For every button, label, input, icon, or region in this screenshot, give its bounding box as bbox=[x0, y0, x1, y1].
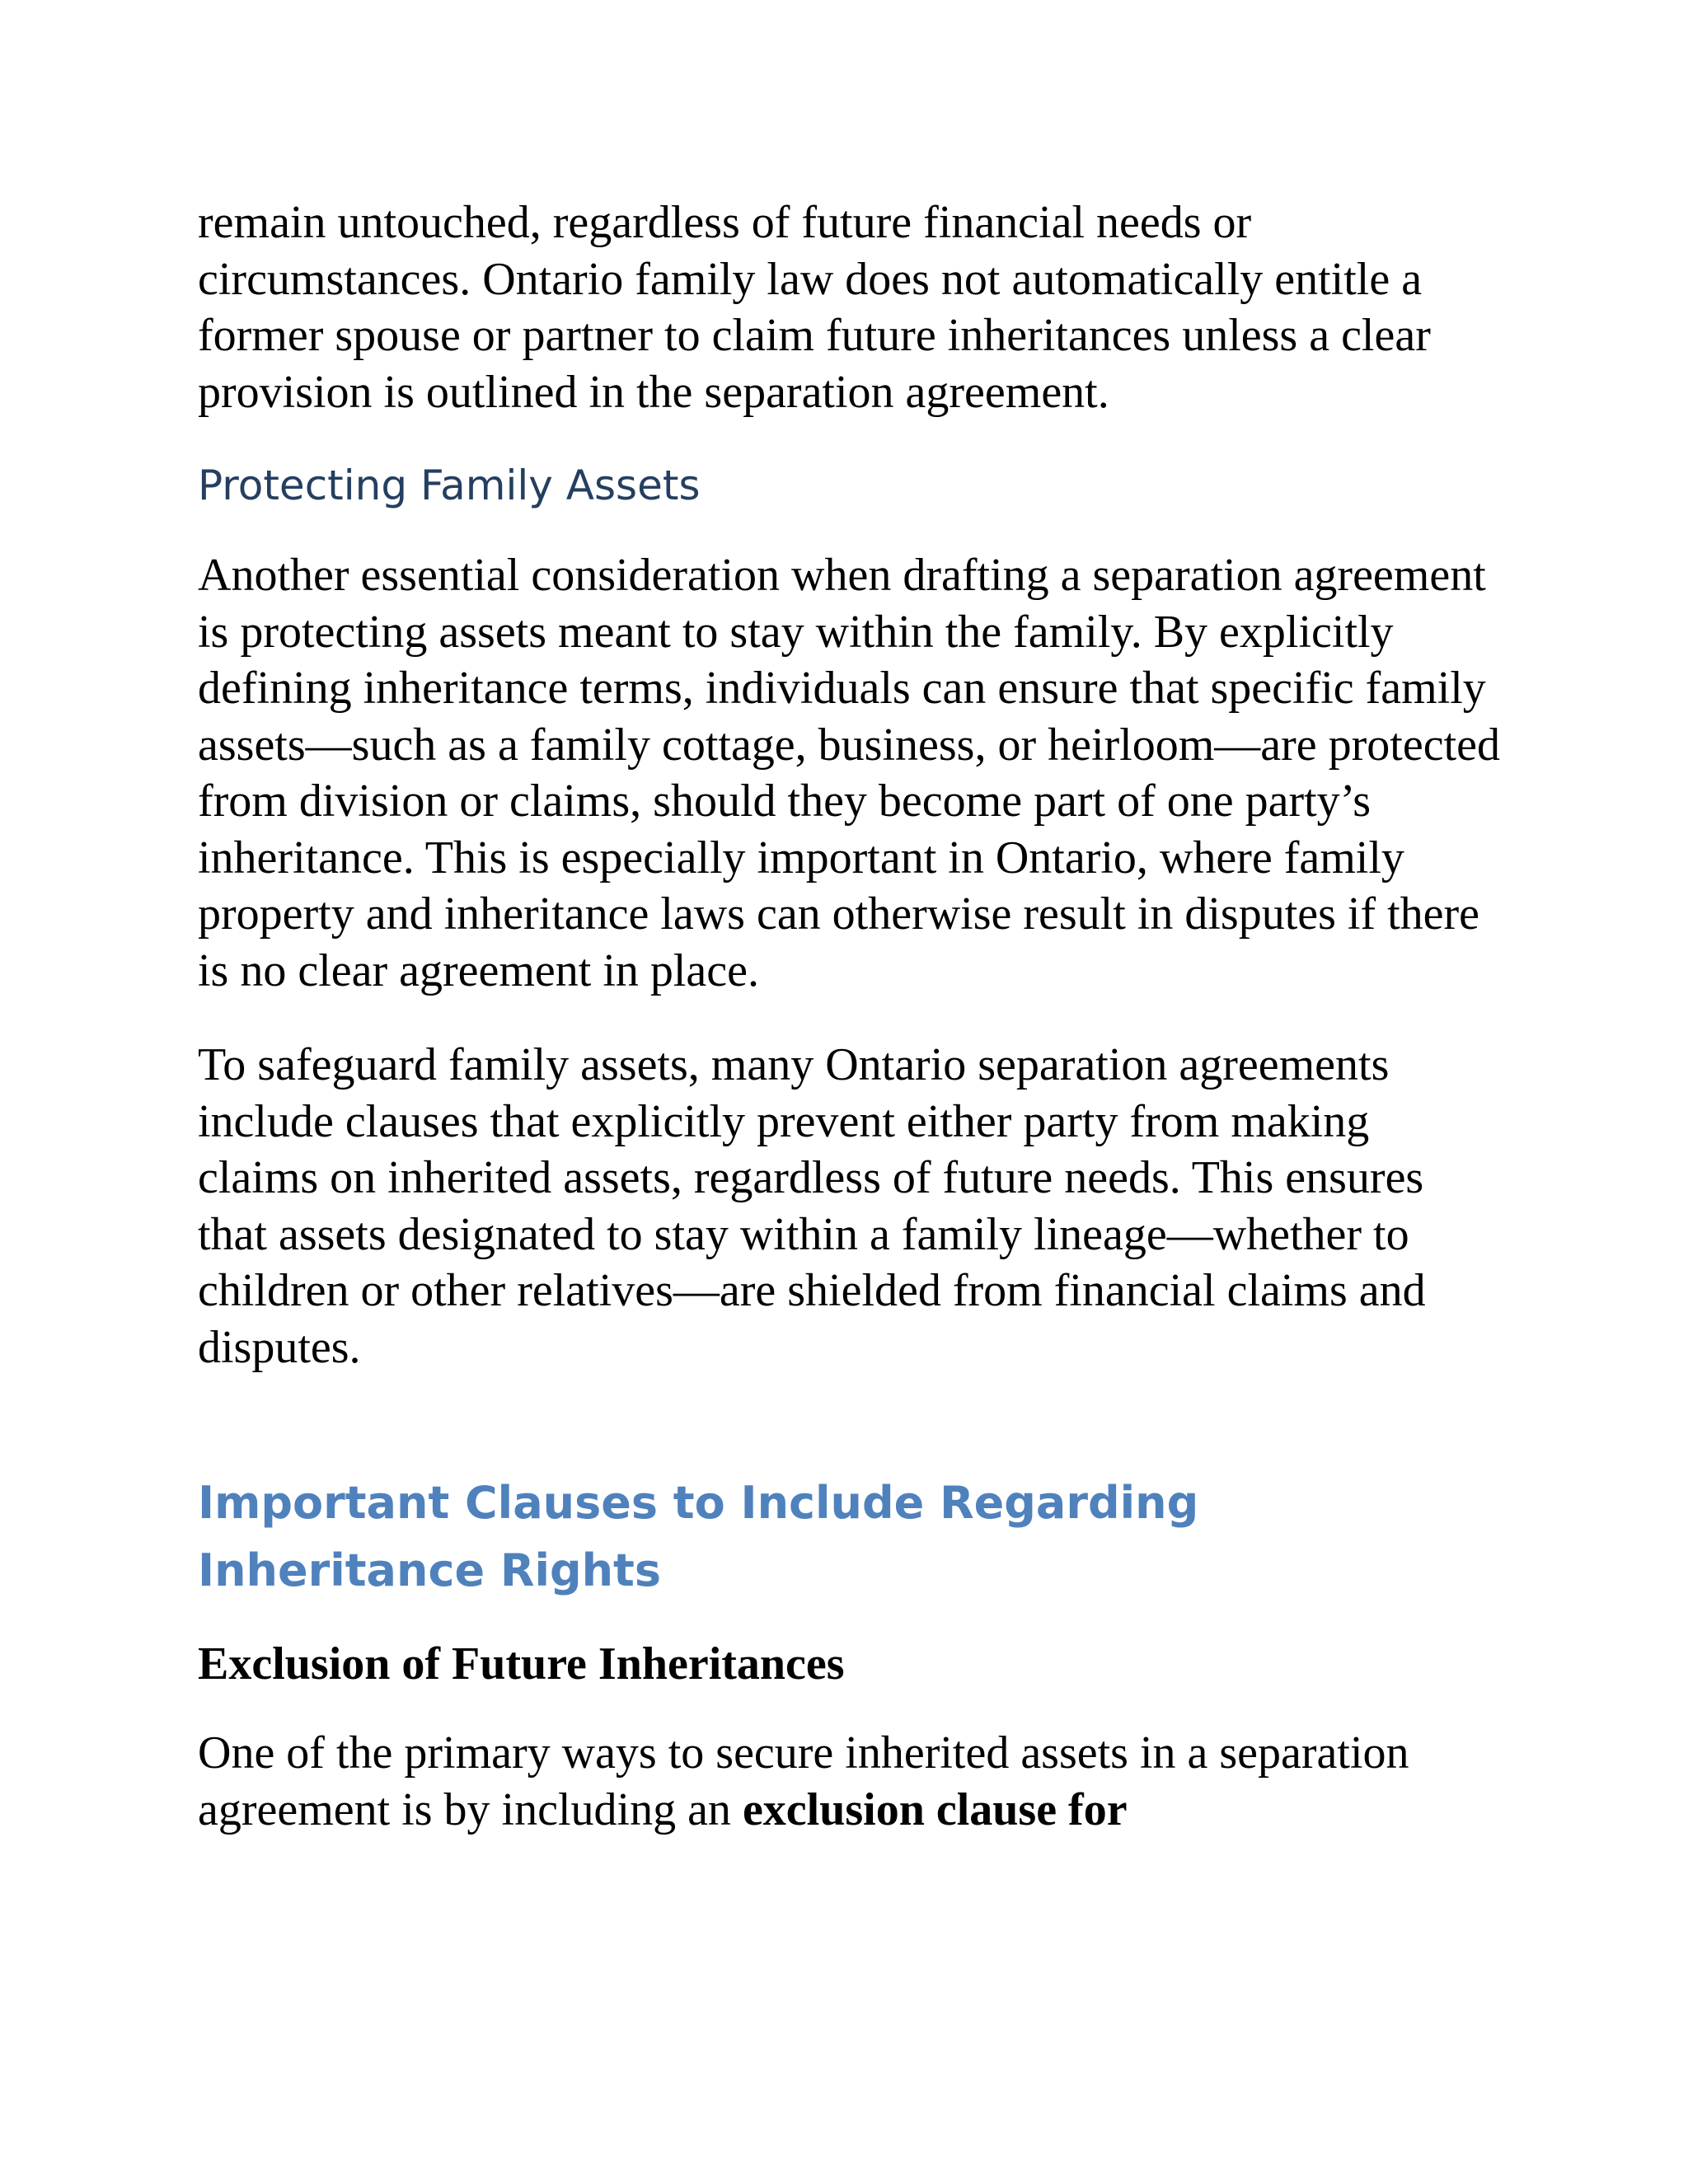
heading-protecting-family-assets: Protecting Family Assets bbox=[198, 462, 701, 509]
paragraph-protecting-assets-1: Another essential consideration when drafting a separation agreement is protecting assets meant to stay within the family. By explicitly defining inheritance terms, individuals can ensure that specific family assets—such as a family cottage, business, or heirloom—are protected from division or claims, should they become part of one party’s inheritance. This is especially important in Ontario, where family property and inheritance laws can otherwise result in disputes if there is no clear agreement in place. bbox=[198, 550, 1500, 996]
heading-important-clauses: Important Clauses to Include Regarding Inheritance Rights bbox=[198, 1477, 1199, 1596]
paragraph-protecting-assets-2: To safeguard family assets, many Ontario separation agreements include clauses that explicitly prevent either party from making claims on inherited assets, regardless of future needs. This ensures that assets designated to stay within a family lineage—whether to children or other relatives—are shielded from financial claims and disputes. bbox=[198, 1039, 1426, 1373]
paragraph-exclusion bbox=[198, 1725, 1500, 1838]
page-content bbox=[198, 194, 1500, 1838]
paragraph-continuation: remain untouched, regardless of future financial needs or circumstances. Ontario family law does not automatically entitle a former spouse or partner to claim future inheritances unless a clear provision is outlined in the separation agreement. bbox=[198, 197, 1431, 418]
heading-exclusion-future-inheritances: Exclusion of Future Inheritances bbox=[198, 1638, 845, 1690]
paragraph-exclusion-text: One of the primary ways to secure inherited assets in a separation agreement is by including an bbox=[198, 1727, 1409, 1835]
paragraph-exclusion-bold-text: exclusion clause for bbox=[742, 1783, 1128, 1835]
